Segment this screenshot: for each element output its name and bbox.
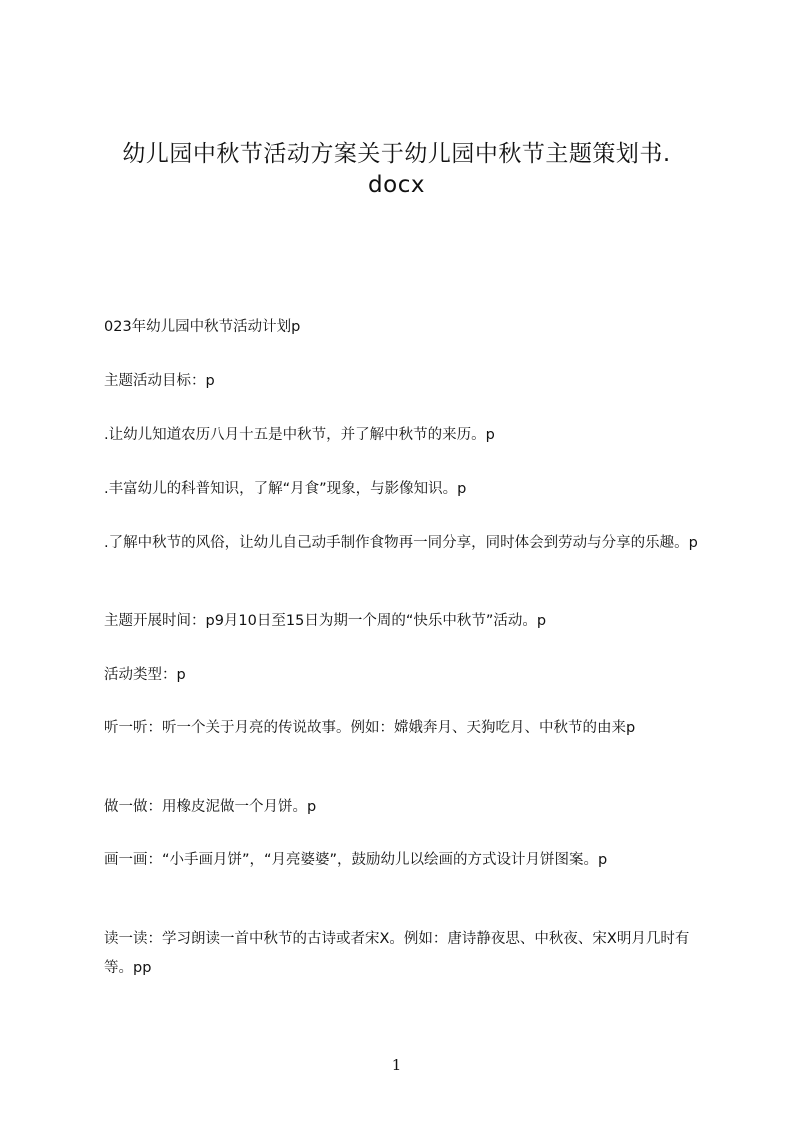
paragraph-plan-heading: 023年幼儿园中秋节活动计划p <box>104 319 301 335</box>
paragraph-goal-2: .丰富幼儿的科普知识，了解“月食”现象，与影像知识。p <box>104 481 467 497</box>
page-number: 1 <box>391 1056 402 1074</box>
paragraph-activity-types: 活动类型：p <box>104 667 186 683</box>
title-line-1: 幼儿园中秋节活动方案关于幼儿园中秋节主题策划书. <box>122 141 671 167</box>
paragraph-goal-1: .让幼儿知道农历八月十五是中秋节，并了解中秋节的来历。p <box>104 427 495 443</box>
title-line-2: docx <box>368 172 425 198</box>
paragraph-make: 做一做：用橡皮泥做一个月饼。p <box>104 799 317 815</box>
paragraph-goal-3: .了解中秋节的风俗，让幼儿自己动手制作食物再一同分享，同时体会到劳动与分享的乐趣。p <box>104 535 698 551</box>
document-title <box>60 139 733 201</box>
paragraph-schedule: 主题开展时间：p9月10日至15日为期一个周的“快乐中秋节”活动。p <box>104 613 547 629</box>
paragraph-draw: 画一画：“小手画月饼”，“月亮婆婆”，鼓励幼儿以绘画的方式设计月饼图案。p <box>104 852 608 868</box>
paragraph-read: 读一读：学习朗读一首中秋节的古诗或者宋X。例如：唐诗静夜思、中秋夜、宋X明月几时有等。pp <box>104 931 690 976</box>
paragraph-goals-heading: 主题活动目标：p <box>104 373 215 389</box>
paragraph-listen: 听一听：听一个关于月亮的传说故事。例如：嫦娥奔月、天狗吃月、中秋节的由来p <box>104 720 636 736</box>
